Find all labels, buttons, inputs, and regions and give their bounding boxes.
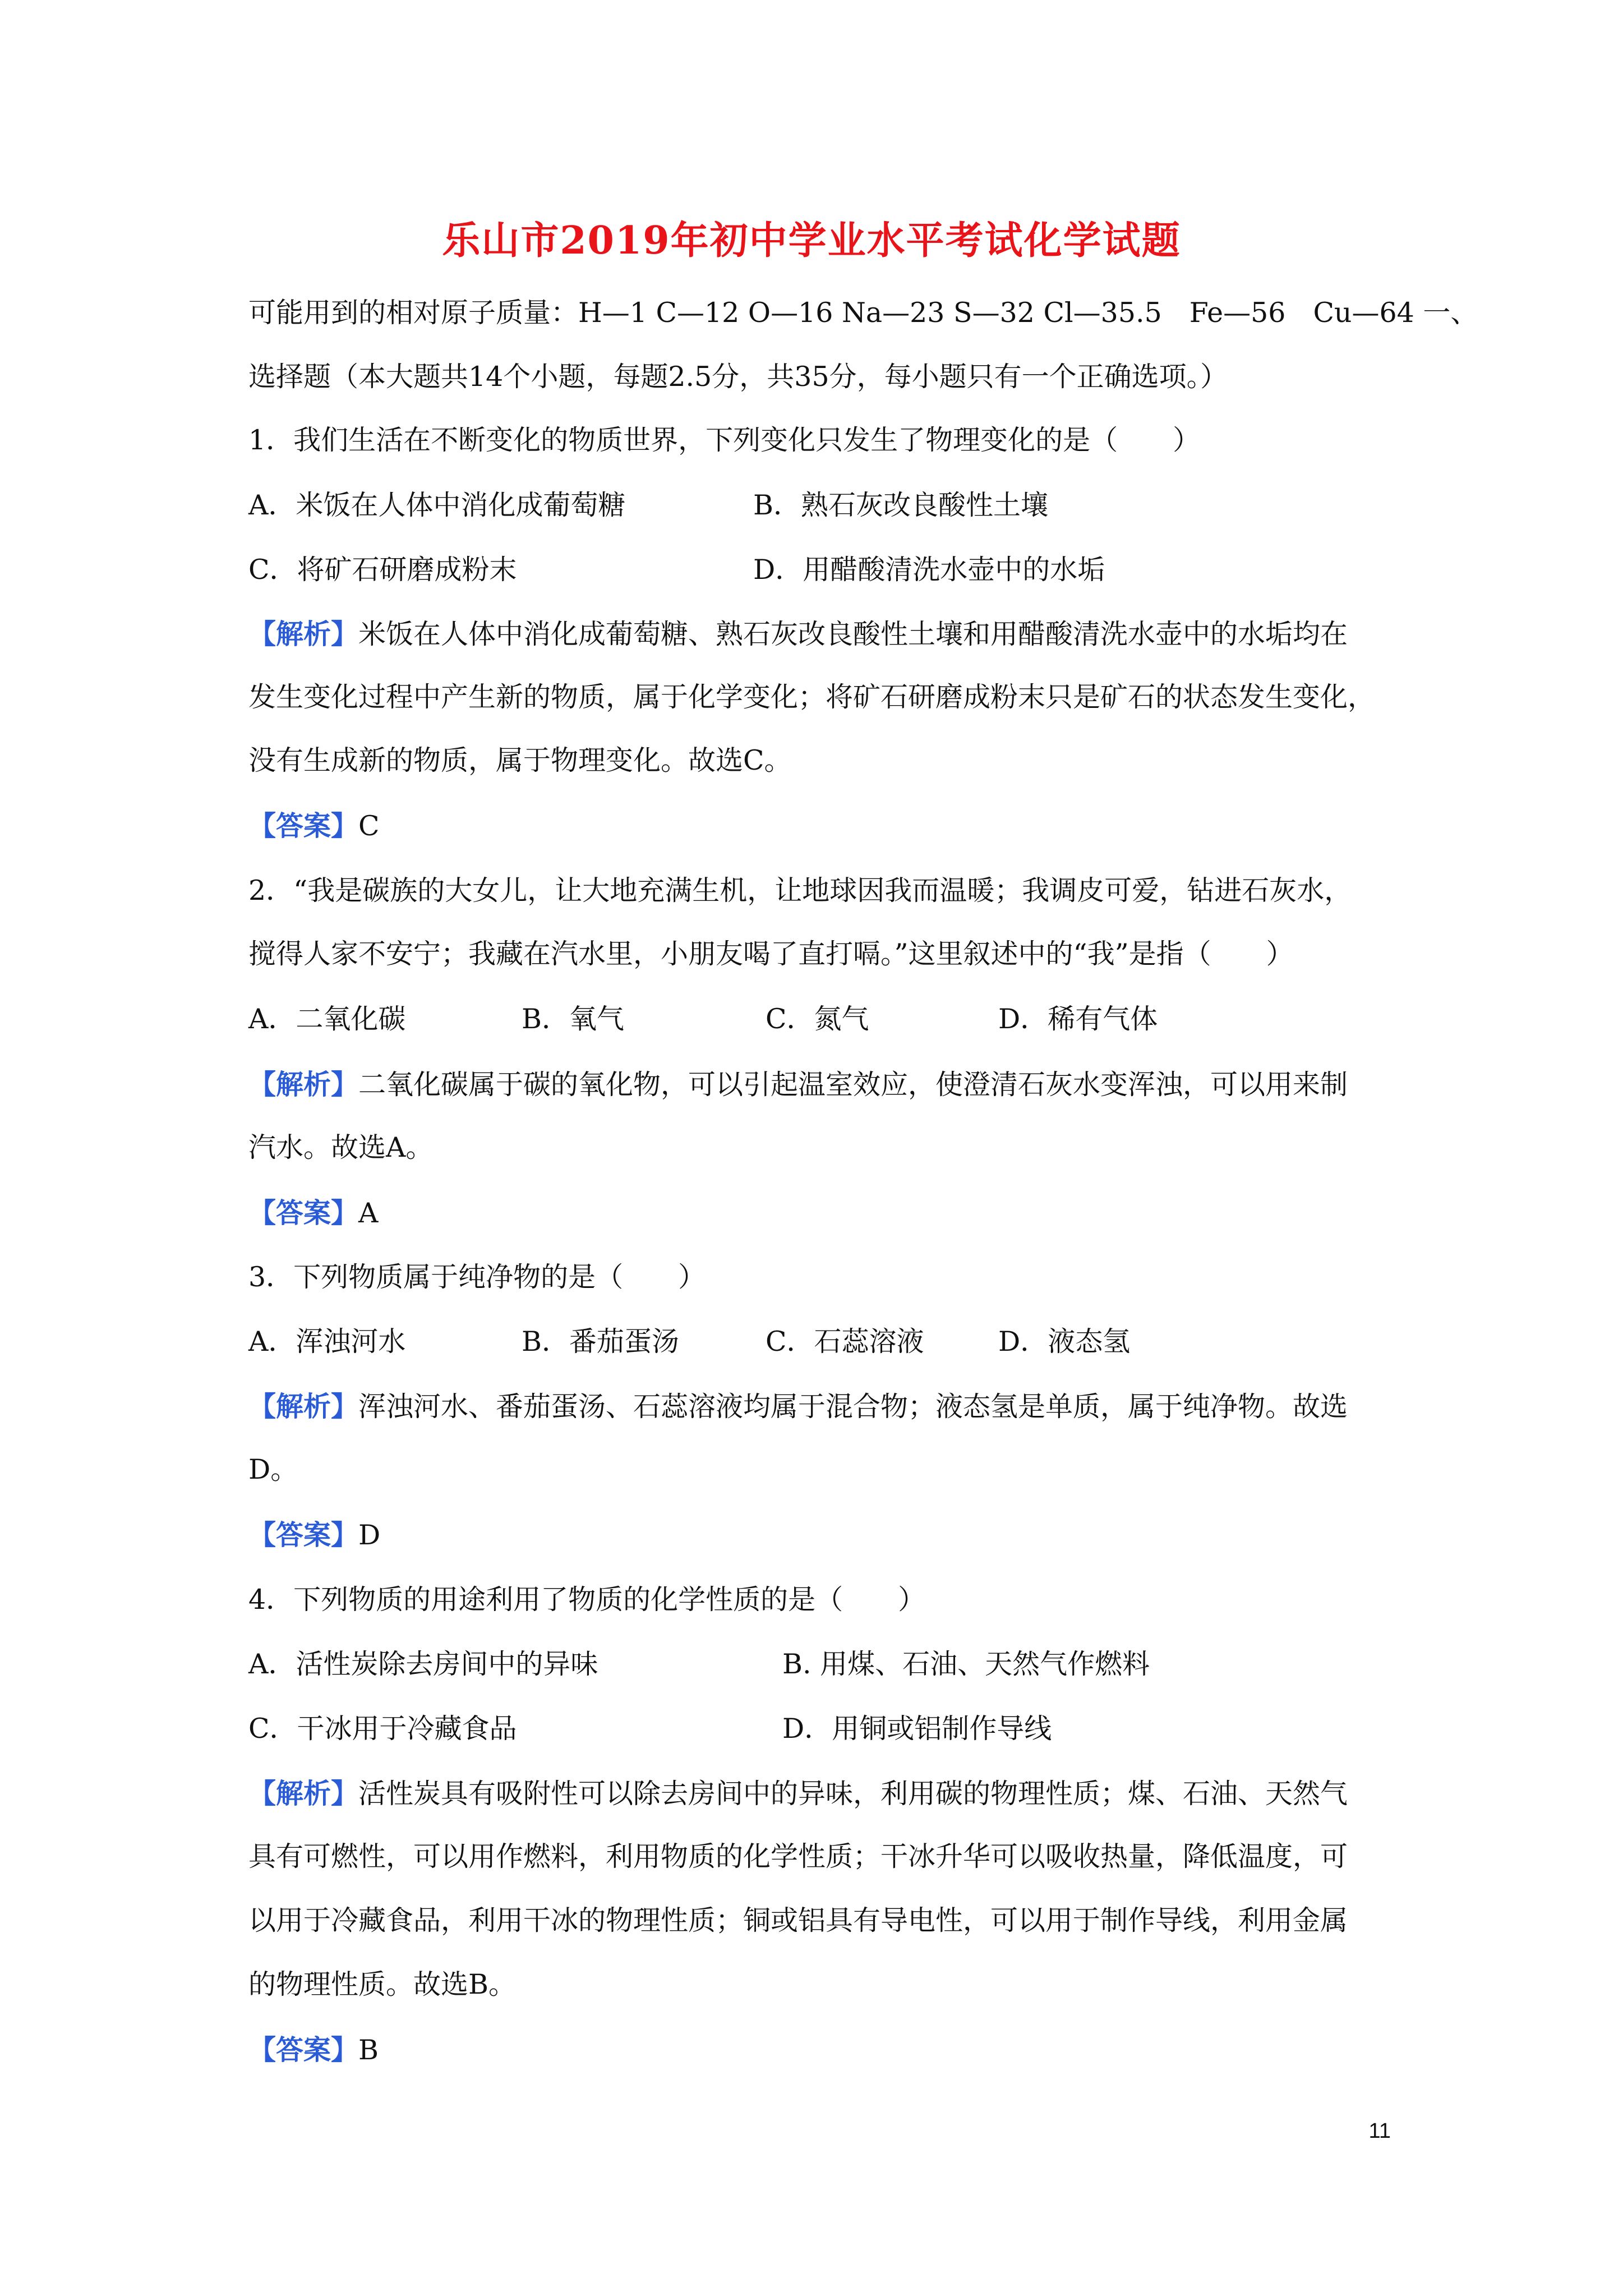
question-3-analysis-line-2: D。 (248, 1453, 298, 1485)
page-number: 11 (1368, 2119, 1391, 2143)
option-b: B．熟石灰改良酸性土壤 (753, 489, 1049, 521)
option-c: C．石蕊溶液 (766, 1326, 924, 1358)
question-2-analysis-line-1 (248, 1062, 1390, 1107)
intro-line-1: 可能用到的相对原子质量：H—1 C—12 O—16 Na—23 S—32 Cl—35.5 Fe—56 Cu—64 一、 (248, 297, 1478, 329)
option-b: B．氧气 (522, 1003, 625, 1035)
option-d: D．稀有气体 (998, 1003, 1158, 1035)
question-4-analysis-line-2: 具有可燃性，可以用作燃料，利用物质的化学性质；干冰升华可以吸收热量，降低温度，可 (248, 1841, 1348, 1872)
option-a: A．活性炭除去房间中的异味 (248, 1648, 598, 1680)
question-1-analysis-line-3: 没有生成新的物质，属于物理变化。故选C。 (248, 744, 792, 776)
answer-label: 【答案】 (248, 1519, 359, 1551)
question-2-stem-line-2: 搅得人家不安宁；我藏在汽水里，小朋友喝了直打嗝。”这里叙述中的“我”是指（ ） (248, 938, 1294, 970)
answer-value: B (358, 2034, 379, 2066)
analysis-label: 【解析】 (248, 1390, 359, 1423)
option-a: A．二氧化碳 (248, 1003, 406, 1035)
answer-value: C (358, 810, 380, 842)
question-3-analysis-line-1 (248, 1384, 1390, 1429)
analysis-label: 【解析】 (248, 1068, 359, 1101)
answer-value: A (358, 1197, 379, 1229)
question-2-options (248, 997, 1390, 1042)
question-4-analysis-line-3: 以用于冷藏食品，利用干冰的物理性质；铜或铝具有导电性，可以用于制作导线，利用金属 (248, 1904, 1348, 1936)
intro-line-2: 选择题（本大题共14个小题，每题2.5分，共35分，每小题只有一个正确选项。） (248, 361, 1228, 393)
option-d: D．用铜或铝制作导线 (782, 1713, 1052, 1745)
option-c: C．将矿石研磨成粉末 (248, 554, 517, 586)
analysis-text: 米饭在人体中消化成葡萄糖、熟石灰改良酸性土壤和用醋酸清洗水壶中的水垢均在 (358, 618, 1348, 650)
question-3-answer (248, 1512, 1390, 1557)
question-2-answer (248, 1190, 1390, 1235)
question-4-answer (248, 2027, 1390, 2072)
question-1-stem: 1．我们生活在不断变化的物质世界，下列变化只发生了物理变化的是（ ） (248, 424, 1201, 456)
answer-label: 【答案】 (248, 1197, 359, 1229)
question-1-analysis-line-1 (248, 611, 1390, 656)
question-3-stem: 3．下列物质属于纯净物的是（ ） (248, 1261, 706, 1293)
question-4-analysis-line-1 (248, 1771, 1390, 1816)
answer-label: 【答案】 (248, 2033, 359, 2066)
question-1-analysis-line-2: 发生变化过程中产生新的物质，属于化学变化；将矿石研磨成粉末只是矿石的状态发生变化， (248, 681, 1376, 713)
option-d: D．用醋酸清洗水壶中的水垢 (753, 554, 1105, 586)
option-c: C．干冰用于冷藏食品 (248, 1713, 517, 1745)
question-4-stem: 4．下列物质的用途利用了物质的化学性质的是（ ） (248, 1584, 926, 1616)
question-2-stem-line-1: 2．“我是碳族的大女儿，让大地充满生机，让地球因我而温暖；我调皮可爱，钻进石灰水， (248, 875, 1352, 907)
question-1-answer (248, 803, 1390, 848)
option-b: B. 用煤、石油、天然气作燃料 (782, 1648, 1150, 1680)
answer-label: 【答案】 (248, 809, 359, 842)
question-4-analysis-line-4: 的物理性质。故选B。 (248, 1968, 517, 2000)
question-4-options-row-2 (248, 1706, 1390, 1751)
document-title: 乐山市2019年初中学业水平考试化学试题 (442, 218, 1181, 263)
option-b: B．番茄蛋汤 (522, 1326, 680, 1358)
question-4-options-row-1 (248, 1642, 1390, 1687)
option-d: D．液态氢 (998, 1326, 1131, 1358)
option-a: A．浑浊河水 (248, 1326, 406, 1358)
analysis-text: 浑浊河水、番茄蛋汤、石蕊溶液均属于混合物；液态氢是单质，属于纯净物。故选 (358, 1391, 1348, 1423)
analysis-label: 【解析】 (248, 618, 359, 650)
analysis-label: 【解析】 (248, 1777, 359, 1810)
question-3-options (248, 1319, 1390, 1364)
option-c: C．氮气 (766, 1003, 869, 1035)
question-1-options-row-1 (248, 483, 1390, 528)
option-a: A．米饭在人体中消化成葡萄糖 (248, 489, 626, 521)
question-1-options-row-2 (248, 547, 1390, 592)
question-2-analysis-line-2: 汽水。故选A。 (248, 1131, 434, 1163)
answer-value: D (358, 1519, 381, 1551)
analysis-text: 二氧化碳属于碳的氧化物，可以引起温室效应，使澄清石灰水变浑浊，可以用来制 (358, 1069, 1348, 1101)
analysis-text: 活性炭具有吸附性可以除去房间中的异味，利用碳的物理性质；煤、石油、天然气 (358, 1778, 1348, 1810)
